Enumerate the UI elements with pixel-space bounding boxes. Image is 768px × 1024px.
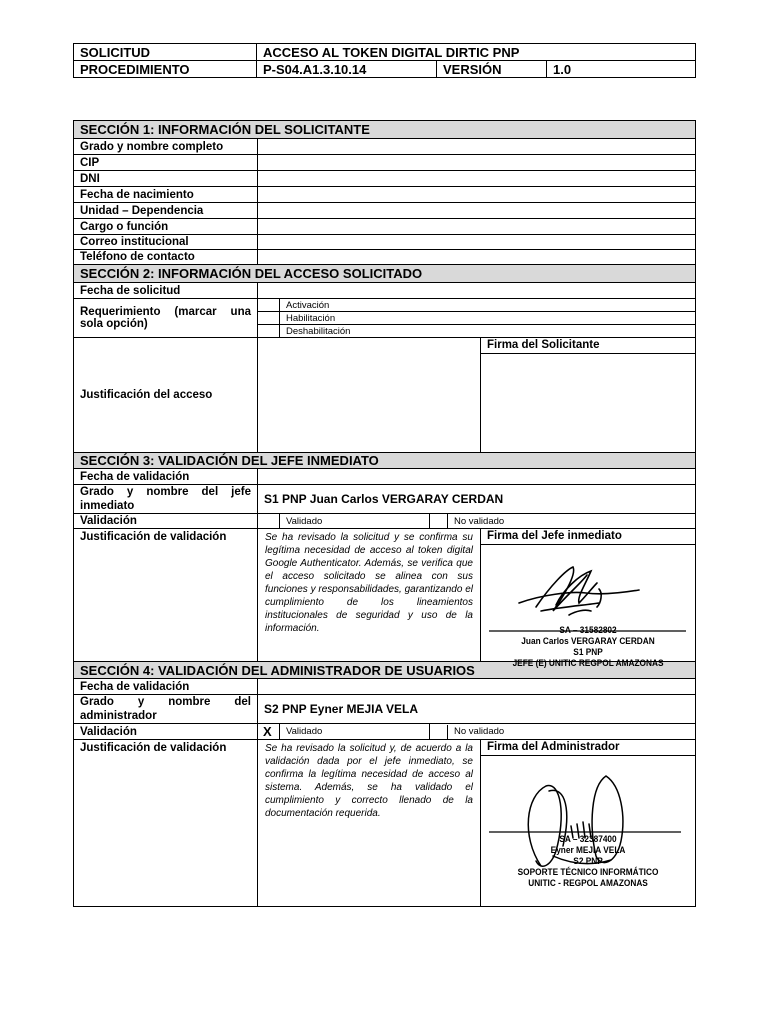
firma-jefe-area — [481, 545, 695, 668]
checkbox-no-validado-jefe[interactable] — [430, 514, 448, 528]
field-validacion-jefe: Validación — [74, 514, 258, 529]
field-justificacion-acceso: Justificación del acceso — [74, 338, 258, 453]
input-telefono[interactable] — [258, 250, 696, 265]
form-table — [73, 120, 696, 907]
option-activacion: Activación — [280, 299, 696, 312]
sello-admin-line-2: Eyner MEJIA VELA — [550, 845, 626, 855]
field-grado-admin: Grado y nombre del administrador — [74, 695, 258, 724]
input-cargo[interactable] — [258, 219, 696, 235]
input-justificacion-acceso[interactable] — [258, 338, 481, 453]
input-fecha-solicitud[interactable] — [258, 283, 696, 299]
section2-title: SECCIÓN 2: INFORMACIÓN DEL ACCESO SOLICITADO — [74, 265, 696, 283]
version-label: VERSIÓN — [437, 61, 547, 78]
checkbox-deshabilitacion[interactable] — [258, 325, 280, 338]
section1-title: SECCIÓN 1: INFORMACIÓN DEL SOLICITANTE — [74, 121, 696, 139]
firma-solicitante-cell — [481, 338, 696, 453]
field-correo: Correo institucional — [74, 235, 258, 250]
sello-jefe-line-1: SA – 31582802 — [559, 625, 617, 635]
option-habilitacion: Habilitación — [280, 312, 696, 325]
sello-admin-line-4: SOPORTE TÉCNICO INFORMÁTICO — [517, 867, 659, 877]
field-validacion-admin: Validación — [74, 724, 258, 740]
value-grado-admin: S2 PNP Eyner MEJIA VELA — [258, 695, 696, 724]
option-no-validado-admin: No validado — [454, 726, 505, 737]
input-correo[interactable] — [258, 235, 696, 250]
checkbox-no-validado-admin[interactable] — [430, 725, 448, 739]
field-justificacion-jefe: Justificación de validación — [74, 529, 258, 662]
field-grado-jefe: Grado y nombre del jefe inmediato — [74, 485, 258, 514]
solicitud-value: ACCESO AL TOKEN DIGITAL DIRTIC PNP — [257, 44, 696, 61]
firma-jefe-cell — [481, 529, 696, 668]
input-dni[interactable] — [258, 171, 696, 187]
field-unidad: Unidad – Dependencia — [74, 203, 258, 219]
field-requerimiento: Requerimiento (marcar una sola opción) — [74, 299, 258, 338]
sello-jefe-line-4: JEFE (E) UNITIC REGPOL AMAZONAS — [512, 658, 664, 668]
sello-jefe-line-2: Juan Carlos VERGARAY CERDAN — [521, 636, 655, 646]
option-no-validado-jefe: No validado — [454, 515, 505, 527]
firma-admin-label: Firma del Administrador — [481, 740, 695, 756]
text-justificacion-jefe: Se ha revisado la solicitud y se confirma su legítima necesidad de acceso al token digital Google Authenticator. Además, se verifica que el acceso solicitado se alinea con sus funciones y responsabilidades, garantizando el cumplimiento de los lineamientos institucionales de seguridad y uso de la información. — [258, 529, 481, 662]
input-cip[interactable] — [258, 155, 696, 171]
firma-admin-cell — [481, 740, 696, 907]
firma-solicitante-area[interactable] — [481, 354, 695, 452]
option-deshabilitacion: Deshabilitación — [280, 325, 696, 338]
field-telefono: Teléfono de contacto — [74, 250, 258, 265]
option-validado-admin: Validado — [280, 724, 430, 740]
checkbox-activacion[interactable] — [258, 299, 280, 312]
field-fecha-validacion-jefe: Fecha de validación — [74, 469, 258, 485]
sello-jefe-line-3: S1 PNP — [573, 647, 603, 657]
section4-title: SECCIÓN 4: VALIDACIÓN DEL ADMINISTRADOR DE USUARIOS — [74, 662, 696, 679]
sello-admin-line-5: UNITIC - REGPOL AMAZONAS — [528, 878, 648, 888]
option-validado-jefe: Validado — [280, 514, 430, 529]
firma-jefe-label: Firma del Jefe inmediato — [481, 529, 695, 545]
section3-title: SECCIÓN 3: VALIDACIÓN DEL JEFE INMEDIATO — [74, 453, 696, 469]
field-grado-nombre: Grado y nombre completo — [74, 139, 258, 155]
checkbox-habilitacion[interactable] — [258, 312, 280, 325]
checkbox-validado-jefe[interactable] — [258, 514, 280, 529]
input-fecha-validacion-admin[interactable] — [258, 679, 696, 695]
field-fecha-nacimiento: Fecha de nacimiento — [74, 187, 258, 203]
firma-solicitante-label: Firma del Solicitante — [481, 338, 695, 354]
solicitud-label: SOLICITUD — [74, 44, 257, 61]
checkbox-validado-admin[interactable]: X — [258, 724, 280, 740]
input-grado-nombre[interactable] — [258, 139, 696, 155]
sello-admin-line-1: SA – 32387400 — [559, 834, 617, 844]
procedimiento-label: PROCEDIMIENTO — [74, 61, 257, 78]
field-dni: DNI — [74, 171, 258, 187]
input-fecha-nacimiento[interactable] — [258, 187, 696, 203]
field-cargo: Cargo o función — [74, 219, 258, 235]
field-fecha-solicitud: Fecha de solicitud — [74, 283, 258, 299]
firma-admin-area — [481, 756, 695, 906]
sello-admin-line-3: S2 PNP — [573, 856, 603, 866]
header-table — [73, 43, 696, 78]
field-justificacion-admin: Justificación de validación — [74, 740, 258, 907]
field-cip: CIP — [74, 155, 258, 171]
input-fecha-validacion-jefe[interactable] — [258, 469, 696, 485]
input-unidad[interactable] — [258, 203, 696, 219]
text-justificacion-admin: Se ha revisado la solicitud y, de acuerdo a la validación dada por el jefe inmediato, se confirma la legítima necesidad de acceso al sistema. Además, se ha validado el cumplimiento y correcto llenado de la documentación requerida. — [258, 740, 481, 907]
field-fecha-validacion-admin: Fecha de validación — [74, 679, 258, 695]
value-grado-jefe: S1 PNP Juan Carlos VERGARAY CERDAN — [258, 485, 696, 514]
procedimiento-value: P-S04.A1.3.10.14 — [257, 61, 437, 78]
version-value: 1.0 — [547, 61, 696, 78]
